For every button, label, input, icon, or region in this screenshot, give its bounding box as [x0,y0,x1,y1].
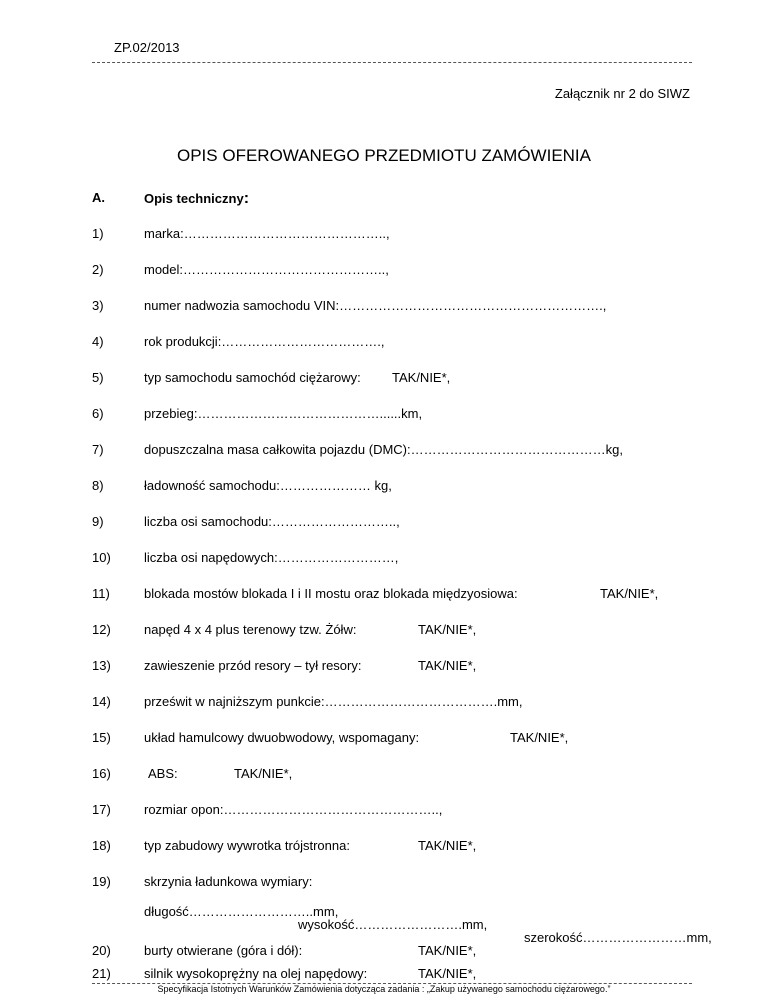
item-text: skrzynia ładunkowa wymiary: [144,874,313,889]
item-text: blokada mostów blokada I i II mostu oraz blokada międzyosiowa: [144,586,518,601]
item-text: rozmiar opon:………………………………………….., [144,802,443,817]
item-number: 9) [92,514,104,529]
item-text: silnik wysokoprężny na olej napędowy: [144,966,368,981]
item-text: zawieszenie przód resory – tył resory: [144,658,362,673]
item-answer: TAK/NIE*, [418,838,477,853]
section-letter: A. [92,190,105,205]
item-number: 19) [92,874,111,889]
item-number: 17) [92,802,111,817]
item-number: 12) [92,622,111,637]
item-number: 2) [92,262,104,277]
item-answer: TAK/NIE*, [418,622,477,637]
item-text: burty otwierane (góra i dół): [144,943,303,958]
attachment-label: Załącznik nr 2 do SIWZ [554,86,690,101]
item-number: 11) [92,586,110,601]
item-answer: TAK/NIE*, [234,766,293,781]
item-number: 20) [92,943,111,958]
item-number: 18) [92,838,111,853]
item-text: typ samochodu samochód ciężarowy: [144,370,361,385]
item-answer: TAK/NIE*, [392,370,451,385]
item-answer: TAK/NIE*, [418,658,477,673]
item-number: 3) [92,298,104,313]
item-number: 8) [92,478,104,493]
item-answer: TAK/NIE*, [418,943,477,958]
footer-text: Specyfikacja Istotnych Warunków Zamówienia dotycząca zadania : „Zakup używanego samochodu ciężarowego.” [157,984,611,994]
item-number: 16) [92,766,111,781]
item-text: marka:……………………………………….., [144,226,390,241]
item-number: 14) [92,694,111,709]
item-text: model:……………………………………….., [144,262,389,277]
item-number: 5) [92,370,104,385]
item-text: rok produkcji:………………………………., [144,334,385,349]
item-number: 1) [92,226,104,241]
item-text: napęd 4 x 4 plus terenowy tzw. Żółw: [144,622,357,637]
item-text: ABS: [148,766,178,781]
item-number: 4) [92,334,104,349]
item-text: typ zabudowy wywrotka trójstronna: [144,838,350,853]
section-label: Opis techniczny [144,191,244,206]
item-text: numer nadwozia samochodu VIN:……………………………………………………., [144,298,607,313]
item-text: przebieg:……………………………………......km, [144,406,423,421]
item-number: 13) [92,658,111,673]
header-divider [92,62,692,63]
item-text: ładowność samochodu:………………… kg, [144,478,392,493]
item-answer: TAK/NIE*, [418,966,477,981]
dimension-length: długość………………………..mm, [144,904,339,919]
item-number: 10) [92,550,111,565]
document-code: ZP.02/2013 [114,40,180,55]
page-title: OPIS OFEROWANEGO PRZEDMIOTU ZAMÓWIENIA [177,146,591,165]
item-number: 7) [92,442,104,457]
section-colon: : [243,190,250,207]
item-text: liczba osi samochodu:……………………….., [144,514,400,529]
dimension-width: szerokość……………………mm, [524,930,712,945]
item-number: 15) [92,730,111,745]
dimension-height: wysokość…………………….mm, [298,917,488,932]
item-answer: TAK/NIE*, [600,586,659,601]
item-text: liczba osi napędowych:………………………, [144,550,399,565]
item-number: 21) [92,966,111,981]
item-text: dopuszczalna masa całkowita pojazdu (DMC):………………………………………kg, [144,442,623,457]
item-number: 6) [92,406,104,421]
item-text: prześwit w najniższym punkcie:………………………………….mm, [144,694,523,709]
section-heading [144,190,249,208]
item-text: układ hamulcowy dwuobwodowy, wspomagany: [144,730,420,745]
item-answer: TAK/NIE*, [510,730,569,745]
